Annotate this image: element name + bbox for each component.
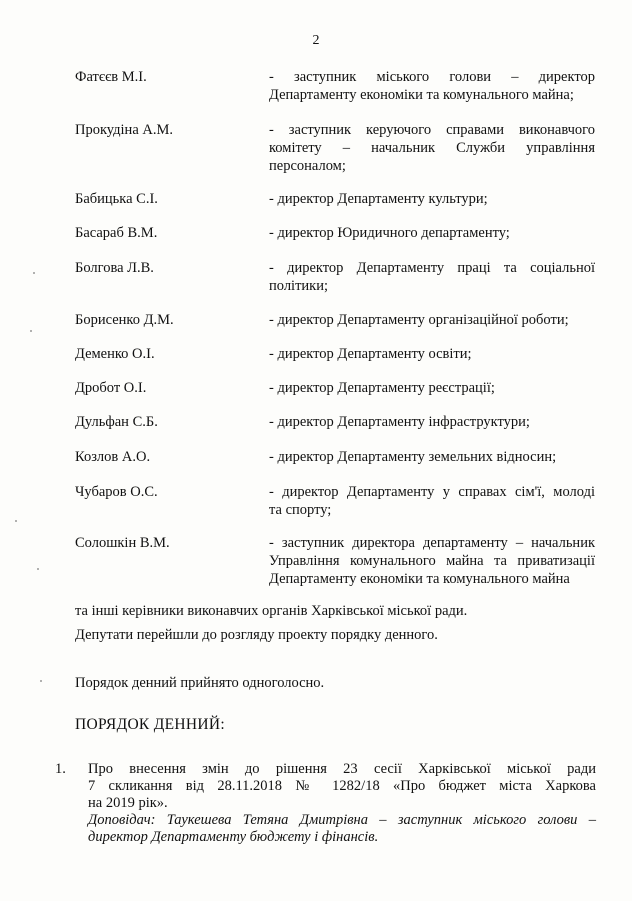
scan-speck [37, 568, 39, 570]
scan-speck [40, 680, 42, 682]
attendee-role [269, 68, 595, 104]
page-number: 2 [312, 33, 320, 48]
attendee-role [269, 190, 595, 208]
agenda-item-line: на 2019 рік». [88, 795, 168, 811]
role-line: - заступник міського голови – директор [269, 69, 595, 85]
attendee-role [269, 345, 595, 363]
reporter-line: директор Департаменту бюджету і фінансів. [88, 829, 379, 845]
role-line: - директор Департаменту освіти; [269, 346, 472, 362]
attendee-name: Бабицька С.І. [75, 191, 158, 207]
attendee-name: Борисенко Д.М. [75, 312, 174, 328]
attendee-name: Деменко О.І. [75, 346, 155, 362]
deputies-line: Депутати перейшли до розгляду проекту порядку денного. [75, 627, 438, 643]
role-line: - директор Департаменту праці та соціальної [269, 260, 595, 276]
role-line: Департаменту економіки та комунального майна [269, 571, 570, 587]
attendee-name: Басараб В.М. [75, 225, 158, 241]
attendee-name: Солошкін В.М. [75, 535, 170, 551]
attendee-name: Болгова Л.В. [75, 260, 154, 276]
attendee-role [269, 379, 595, 397]
attendee-name: Прокудіна А.М. [75, 122, 173, 138]
role-line: - директор Департаменту культури; [269, 191, 488, 207]
role-line: - директор Департаменту земельних відносин; [269, 449, 557, 465]
role-line: - директор Департаменту у справах сім'ї, молоді [269, 484, 595, 500]
scan-speck [33, 272, 35, 274]
agenda-heading: ПОРЯДОК ДЕННИЙ: [75, 716, 225, 733]
adopted-line: Порядок денний прийнято одноголосно. [75, 675, 325, 691]
others-line: та інші керівники виконавчих органів Харківської міської ради. [75, 603, 468, 619]
attendee-role [269, 448, 595, 466]
agenda-item-line: Про внесення змін до рішення 23 сесії Харківської міської ради [88, 761, 596, 777]
role-line: - директор Департаменту інфраструктури; [269, 414, 530, 430]
role-line: Управління комунального майна та приватизації [269, 553, 595, 569]
attendee-name: Козлов А.О. [75, 449, 151, 465]
attendee-role [269, 483, 595, 519]
agenda-item-text [88, 761, 596, 812]
role-line: Департаменту економіки та комунального майна; [269, 87, 574, 103]
attendee-role [269, 259, 595, 295]
agenda-item-line: 7 скликання від 28.11.2018 № 1282/18 «Про бюджет міста Харкова [88, 778, 596, 794]
role-line: - директор Юридичного департаменту; [269, 225, 510, 241]
attendee-role [269, 311, 595, 329]
role-line: - директор Департаменту організаційної роботи; [269, 312, 569, 328]
role-line: та спорту; [269, 502, 332, 518]
attendee-role [269, 121, 595, 175]
attendee-role [269, 413, 595, 431]
attendee-role [269, 534, 595, 588]
attendee-name: Дробот О.І. [75, 380, 147, 396]
role-line: персоналом; [269, 158, 346, 174]
attendee-name: Чубаров О.С. [75, 484, 158, 500]
scan-speck [30, 330, 32, 332]
role-line: - директор Департаменту реєстрації; [269, 380, 495, 396]
attendee-name: Фатєєв М.І. [75, 69, 147, 85]
reporter-line: Доповідач: Таукешева Тетяна Дмитрівна – заступник міського голови – [88, 812, 596, 828]
role-line: політики; [269, 278, 329, 294]
attendee-name: Дульфан С.Б. [75, 414, 158, 430]
scan-speck [15, 520, 17, 522]
agenda-item-number: 1. [55, 761, 66, 777]
agenda-item-reporter [88, 812, 596, 846]
attendee-role [269, 224, 595, 242]
role-line: - заступник директора департаменту – начальник [269, 535, 595, 551]
role-line: - заступник керуючого справами виконавчого [269, 122, 595, 138]
role-line: комітету – начальник Служби управління [269, 140, 595, 156]
